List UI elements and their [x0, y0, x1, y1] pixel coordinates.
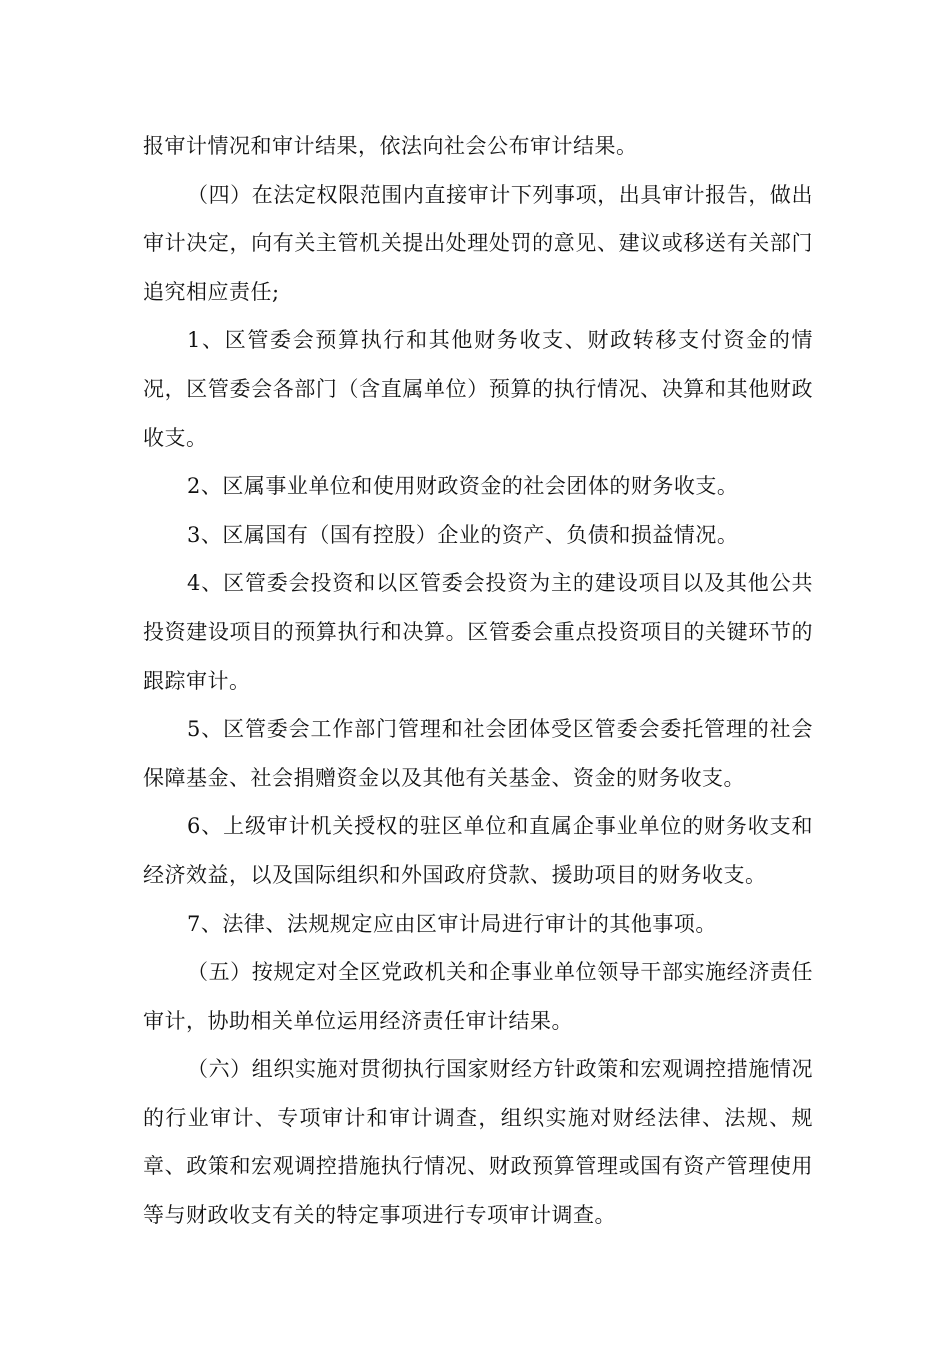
paragraph-subitem-3: 3、区属国有（国有控股）企业的资产、负债和损益情况。	[187, 522, 739, 547]
paragraph-subitem-7: 7、法律、法规规定应由区审计局进行审计的其他事项。	[187, 911, 717, 936]
paragraph-continuation: 报审计情况和审计结果，依法向社会公布审计结果。	[143, 134, 638, 158]
paragraph-subitem-6: 6、上级审计机关授权的驻区单位和直属企事业单位的财务收支和经济效益，以及国际组织和外国政府贷款、援助项目的财务收支。	[143, 814, 813, 887]
paragraph-subitem-5: 5、区管委会工作部门管理和社会团体受区管委会委托管理的社会保障基金、社会捐赠资金以及其他有关基金、资金的财务收支。	[143, 717, 813, 790]
paragraph-subitem-4: 4、区管委会投资和以区管委会投资为主的建设项目以及其他公共投资建设项目的预算执行和决算。区管委会重点投资项目的关键环节的跟踪审计。	[143, 571, 813, 693]
paragraph-item-6: （六）组织实施对贯彻执行国家财经方针政策和宏观调控措施情况的行业审计、专项审计和审计调查，组织实施对财经法律、法规、规章、政策和宏观调控措施执行情况、财政预算管理或国有资产管理使用等与财政收支有关的特定事项进行专项审计调查。	[143, 1057, 813, 1228]
document-body	[143, 122, 813, 1240]
paragraph-item-5: （五）按规定对全区党政机关和企事业单位领导干部实施经济责任审计，协助相关单位运用经济责任审计结果。	[143, 960, 813, 1033]
paragraph-item-4: （四）在法定权限范围内直接审计下列事项，出具审计报告，做出审计决定，向有关主管机关提出处理处罚的意见、建议或移送有关部门追究相应责任;	[143, 182, 813, 304]
paragraph-subitem-1: 1、区管委会预算执行和其他财务收支、财政转移支付资金的情况，区管委会各部门（含直属单位）预算的执行情况、决算和其他财政收支。	[143, 328, 813, 450]
paragraph-subitem-2: 2、区属事业单位和使用财政资金的社会团体的财务收支。	[187, 474, 739, 499]
